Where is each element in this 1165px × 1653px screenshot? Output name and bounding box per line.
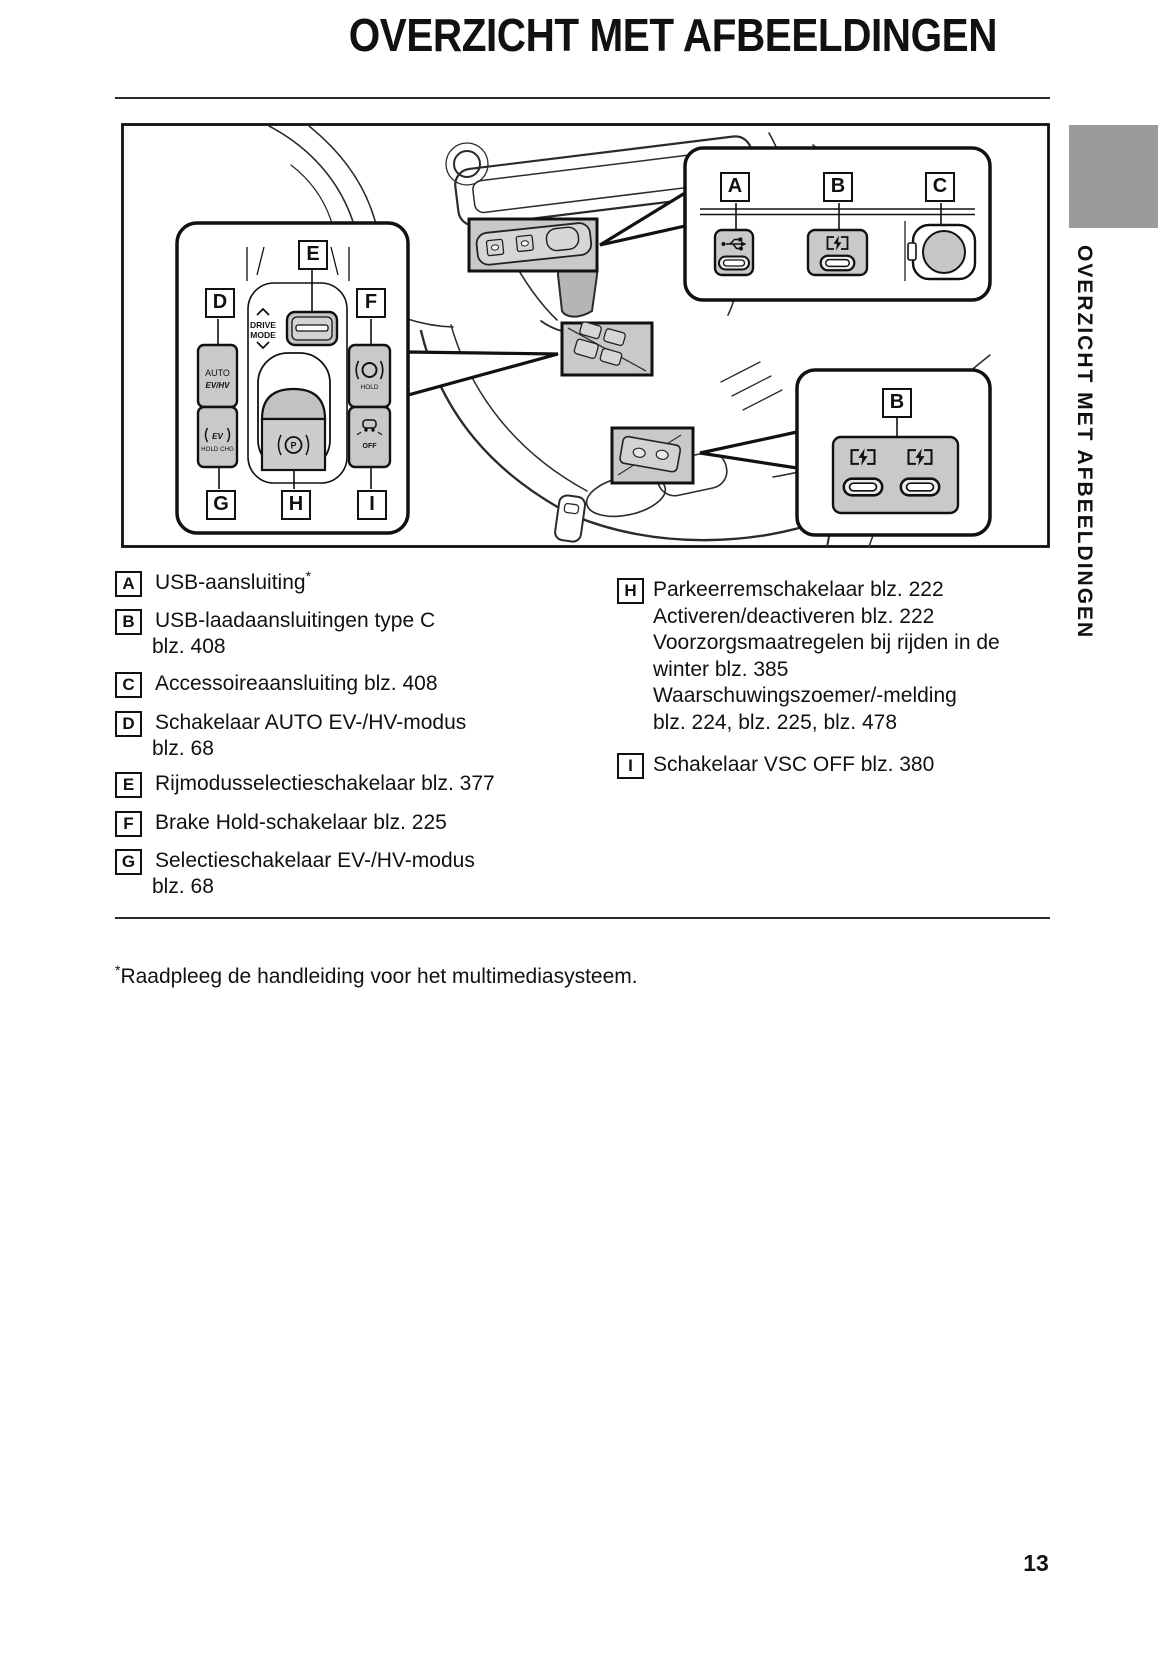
auto-ev-hv-switch: [198, 345, 237, 407]
diagram-label-c: C: [925, 172, 955, 202]
asterisk-icon: *: [115, 962, 121, 978]
chapter-tab: [1069, 125, 1158, 228]
legend-item-g: [115, 848, 475, 900]
title-rule: [115, 97, 1050, 99]
asterisk-sup: *: [305, 568, 312, 584]
legend-item-f: [115, 810, 447, 837]
footnote: *Raadpleeg de handleiding voor het multimediasysteem.: [115, 962, 638, 988]
legend-key-b: B: [115, 609, 142, 635]
section-divider: [115, 917, 1050, 919]
page-title: OVERZICHT MET AFBEELDINGEN: [348, 9, 997, 61]
ev-hold-chg-switch: [198, 407, 237, 467]
brake-hold-switch: [349, 345, 390, 407]
svg-text:HOLD: HOLD: [360, 384, 379, 391]
svg-text:MODE: MODE: [250, 330, 276, 340]
diagram-label-f: F: [356, 288, 386, 318]
legend-text-b: USB-laadaansluitingen type C blz. 408: [152, 609, 436, 658]
usb-c-slot-icon: [821, 256, 855, 271]
vsc-off-switch: [349, 407, 390, 467]
svg-text:EV/HV: EV/HV: [205, 381, 230, 390]
svg-text:HOLD CHG: HOLD CHG: [201, 446, 234, 453]
svg-text:AUTO: AUTO: [205, 368, 230, 378]
legend-text-c: Accessoireaansluiting blz. 408: [155, 672, 438, 695]
highlight-front-ports-area: [469, 219, 597, 271]
legend-item-i: [617, 752, 934, 779]
legend-text-f: Brake Hold-schakelaar blz. 225: [155, 811, 447, 834]
legend-text-d: Schakelaar AUTO EV-/HV-modus blz. 68: [152, 711, 467, 760]
legend-key-h: H: [617, 578, 644, 604]
legend-item-e: [115, 771, 495, 798]
usb-c-slot-icon: [901, 479, 939, 496]
svg-text:OFF: OFF: [362, 443, 377, 450]
page-number: 13: [1023, 1550, 1049, 1576]
diagram-label-b-rear: B: [882, 388, 912, 418]
legend-item-h: [617, 577, 1000, 736]
diagram-label-h: H: [281, 490, 311, 520]
legend-text-h: Parkeerremschakelaar blz. 222 Activeren/deactiveren blz. 222 Voorzorgsmaatregelen bij rijden in de winter blz. 385 Waarschuwingszoemer/-melding blz. 224, blz. 225, blz. 478: [653, 578, 1000, 734]
diagram-label-e: E: [298, 240, 328, 270]
highlight-shift-switches-area: [562, 321, 652, 375]
legend-key-d: D: [115, 711, 142, 737]
legend-text-g: Selectieschakelaar EV-/HV-modus blz. 68: [152, 849, 475, 898]
legend-item-d: [115, 710, 466, 762]
legend-key-f: F: [115, 811, 142, 837]
svg-text:P: P: [290, 440, 297, 451]
legend-text-i: Schakelaar VSC OFF blz. 380: [653, 753, 935, 776]
diagram-label-a: A: [720, 172, 750, 202]
usb-port: [715, 230, 753, 275]
accessory-socket-icon: [908, 225, 975, 279]
legend-text-e: Rijmodusselectieschakelaar blz. 377: [155, 772, 495, 795]
usb-c-slot-icon: [719, 257, 749, 270]
diagram-label-g: G: [206, 490, 236, 520]
usb-c-slot-icon: [844, 479, 882, 496]
legend-item-a: [115, 570, 311, 597]
legend-item-b: [115, 608, 435, 660]
legend-key-e: E: [115, 772, 142, 798]
legend-key-c: C: [115, 672, 142, 698]
diagram-label-i: I: [357, 490, 387, 520]
legend-text-a: USB-aansluiting*: [155, 568, 312, 594]
drive-mode-selector: [287, 312, 337, 345]
svg-text:EV: EV: [212, 432, 223, 441]
drive-mode-label: DRIVE: [250, 320, 276, 330]
highlight-rear-ports-area: [612, 428, 693, 483]
legend-key-a: A: [115, 571, 142, 597]
diagram-label-d: D: [205, 288, 235, 318]
legend-item-c: [115, 671, 438, 698]
legend-key-i: I: [617, 753, 644, 779]
console-diagram: [121, 123, 1050, 548]
usb-charge-port: [808, 230, 867, 275]
diagram-label-b-top: B: [823, 172, 853, 202]
chapter-sidebar-title: OVERZICHT MET AFBEELDINGEN: [1073, 245, 1096, 640]
front-ports: [700, 203, 975, 281]
legend-key-g: G: [115, 849, 142, 875]
